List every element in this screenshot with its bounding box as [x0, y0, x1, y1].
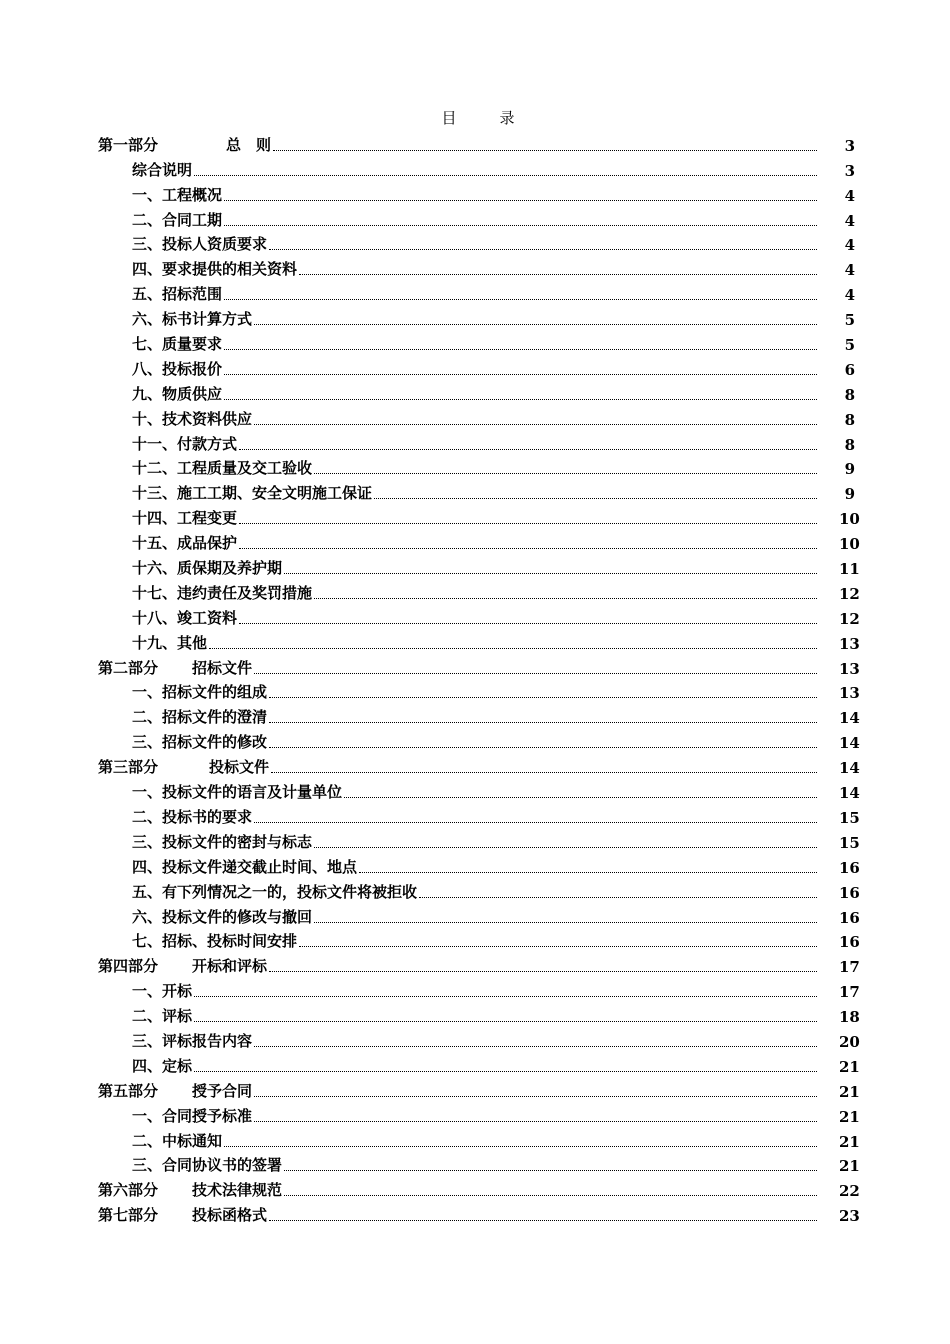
- toc-entry-label: 三、投标人资质要求: [132, 235, 268, 254]
- toc-entry: [98, 1151, 860, 1176]
- toc-entry: [98, 528, 860, 554]
- dot-leader: [254, 324, 817, 325]
- toc-page-number: 16: [839, 908, 860, 927]
- toc-entry: [98, 1200, 860, 1226]
- toc-part-number: 第六部分: [98, 1181, 159, 1200]
- toc-entry-label: 三、合同协议书的签署: [132, 1156, 283, 1175]
- toc-entry-label: 三、评标报告内容: [132, 1031, 253, 1050]
- toc-page-number: 4: [844, 236, 855, 255]
- dot-leader: [224, 299, 817, 300]
- toc-entry-label: 四、定标: [132, 1056, 193, 1075]
- toc-page-number: 21: [839, 1132, 860, 1151]
- dot-leader: [269, 722, 817, 723]
- toc-entry: [98, 1051, 860, 1076]
- toc-part-title: 投标函格式: [192, 1206, 268, 1225]
- toc-entry-label: 一、投标文件的语言及计量单位: [132, 783, 343, 802]
- toc-entry-label: 一、合同授予标准: [132, 1106, 253, 1125]
- toc-page-number: 16: [839, 883, 860, 902]
- toc-page-number: 14: [839, 784, 860, 803]
- toc-entry: [98, 877, 860, 902]
- toc-entry: [98, 678, 860, 703]
- toc-page-number: 11: [839, 560, 860, 579]
- toc-page-number: 10: [839, 510, 860, 529]
- toc-entry-label: 综合说明: [132, 160, 193, 179]
- dot-leader: [224, 200, 817, 201]
- dot-leader: [269, 1220, 817, 1221]
- toc-entry-label: [98, 134, 271, 155]
- toc-part-number: 第四部分: [98, 957, 159, 976]
- toc-entry-label: 三、招标文件的修改: [132, 733, 268, 752]
- toc-page-number: 8: [844, 410, 855, 429]
- toc-page-number: 14: [839, 734, 860, 753]
- toc-part-number: 第七部分: [98, 1206, 159, 1225]
- toc-entry-label: [98, 1204, 267, 1225]
- toc-entry-label: 四、投标文件递交截止时间、地点: [132, 857, 358, 876]
- toc-entry: [98, 230, 855, 255]
- toc-page-number: 15: [839, 808, 860, 827]
- dot-leader: [284, 1195, 817, 1196]
- toc-entry: [98, 429, 855, 454]
- toc-entry-label: 七、质量要求: [132, 335, 223, 354]
- toc-entry-label: 一、开标: [132, 982, 193, 1001]
- toc-entry: [98, 304, 855, 329]
- toc-page-number: 13: [839, 634, 860, 653]
- dot-leader: [284, 573, 817, 574]
- dot-leader: [224, 374, 817, 375]
- toc-page-number: 9: [844, 460, 855, 479]
- toc-entry: [98, 1001, 860, 1027]
- toc-page-number: 13: [839, 659, 860, 678]
- toc-entry: [98, 752, 860, 778]
- table-of-contents: [98, 130, 860, 1226]
- toc-part-number: 第三部分: [98, 758, 159, 777]
- toc-entry: [98, 180, 855, 205]
- toc-part-number: 第五部分: [98, 1081, 159, 1100]
- toc-entry: [98, 1026, 860, 1051]
- toc-page-number: 16: [839, 933, 860, 952]
- toc-entry: [98, 1101, 860, 1126]
- toc-entry: [98, 329, 855, 354]
- toc-entry: [98, 927, 860, 952]
- toc-entry: [98, 702, 860, 728]
- toc-entry-label: 三、投标文件的密封与标志: [132, 832, 313, 851]
- toc-entry: [98, 254, 855, 279]
- toc-entry-label: [98, 1179, 282, 1200]
- dot-leader: [271, 772, 817, 773]
- toc-entry: [98, 1175, 860, 1201]
- toc-part-title: 招标文件: [192, 658, 253, 677]
- toc-entry-label: 五、有下列情况之一的，投标文件将被拒收: [132, 882, 418, 901]
- toc-page-number: 20: [839, 1032, 860, 1051]
- toc-entry-label: 八、投标报价: [132, 359, 223, 378]
- toc-entry: [98, 902, 860, 927]
- dot-leader: [254, 424, 817, 425]
- toc-page-number: 8: [844, 435, 855, 454]
- toc-page-number: 6: [844, 360, 855, 379]
- toc-part-title: 技术法律规范: [192, 1181, 283, 1200]
- dot-leader: [239, 623, 817, 624]
- dot-leader: [239, 523, 817, 524]
- toc-entry-label: 十八、竣工资料: [132, 608, 238, 627]
- toc-entry: [98, 130, 855, 155]
- toc-entry-label: 六、标书计算方式: [132, 310, 253, 329]
- toc-entry: [98, 279, 855, 304]
- toc-entry: [98, 951, 860, 977]
- toc-entry-label: 一、工程概况: [132, 185, 223, 204]
- toc-page-number: 21: [839, 1057, 860, 1076]
- toc-entry: [98, 628, 860, 653]
- toc-entry-label: 二、评标: [132, 1007, 193, 1026]
- toc-page-number: 5: [844, 311, 855, 330]
- dot-leader: [269, 697, 817, 698]
- toc-entry-label: 十六、质保期及养护期: [132, 559, 283, 578]
- toc-page-number: 4: [844, 186, 855, 205]
- dot-leader: [314, 847, 817, 848]
- toc-page-number: 13: [839, 684, 860, 703]
- dot-leader: [269, 971, 817, 972]
- dot-leader: [299, 946, 817, 947]
- toc-entry: [98, 603, 860, 628]
- toc-part-title: 开标和评标: [192, 957, 268, 976]
- toc-entry-label: [98, 955, 267, 976]
- toc-entry: [98, 205, 855, 230]
- dot-leader: [224, 1146, 817, 1147]
- toc-entry: [98, 727, 860, 753]
- dot-leader: [194, 1071, 817, 1072]
- toc-entry-label: 十三、施工工期、安全文明施工保证: [132, 484, 373, 503]
- toc-page-number: 4: [844, 211, 855, 230]
- toc-page-number: 21: [839, 1082, 860, 1101]
- toc-page-number: 4: [844, 261, 855, 280]
- toc-entry: [98, 478, 855, 503]
- toc-entry: [98, 503, 860, 529]
- dot-leader: [254, 1121, 817, 1122]
- toc-entry-label: 十七、违约责任及奖罚措施: [132, 583, 313, 602]
- toc-page-number: 3: [844, 136, 855, 155]
- toc-entry: [98, 777, 860, 803]
- dot-leader: [314, 922, 817, 923]
- dot-leader: [224, 349, 817, 350]
- dot-leader: [284, 1170, 817, 1171]
- toc-entry-label: 十、技术资料供应: [132, 409, 253, 428]
- toc-page-number: 4: [844, 286, 855, 305]
- toc-page-number: 5: [844, 336, 855, 355]
- toc-entry-label: 四、要求提供的相关资料: [132, 260, 298, 279]
- toc-entry-label: 二、中标通知: [132, 1131, 223, 1150]
- toc-part-number: 第二部分: [98, 658, 159, 677]
- dot-leader: [254, 1046, 817, 1047]
- toc-entry: [98, 404, 855, 429]
- toc-entry-label: 十九、其他: [132, 633, 208, 652]
- toc-entry-label: 五、招标范围: [132, 285, 223, 304]
- toc-page-number: 22: [839, 1182, 860, 1201]
- dot-leader: [254, 1096, 817, 1097]
- dot-leader: [344, 797, 817, 798]
- toc-entry-label: [98, 1080, 252, 1101]
- toc-entry: [98, 155, 855, 180]
- toc-entry-label: [98, 756, 269, 777]
- toc-entry-label: 二、招标文件的澄清: [132, 708, 268, 727]
- dot-leader: [269, 249, 817, 250]
- dot-leader: [299, 274, 817, 275]
- toc-entry-label: 十二、工程质量及交工验收: [132, 459, 313, 478]
- dot-leader: [224, 225, 817, 226]
- dot-leader: [194, 1021, 817, 1022]
- dot-leader: [194, 175, 817, 176]
- toc-title: 目 录: [441, 109, 529, 127]
- toc-page-number: 17: [839, 983, 860, 1002]
- toc-entry-label: 六、投标文件的修改与撤回: [132, 907, 313, 926]
- toc-entry-label: 一、招标文件的组成: [132, 683, 268, 702]
- toc-page-number: 12: [839, 584, 860, 603]
- toc-entry-label: 二、投标书的要求: [132, 807, 253, 826]
- toc-entry: [98, 976, 860, 1002]
- toc-entry: [98, 653, 860, 678]
- dot-leader: [359, 872, 817, 873]
- toc-entry-label: 十五、成品保护: [132, 534, 238, 553]
- dot-leader: [314, 598, 817, 599]
- dot-leader: [209, 648, 817, 649]
- toc-page-number: 10: [839, 535, 860, 554]
- dot-leader: [269, 747, 817, 748]
- toc-entry-label: 九、物质供应: [132, 384, 223, 403]
- toc-entry: [98, 827, 860, 852]
- toc-entry: [98, 1076, 860, 1101]
- toc-page-number: 14: [839, 759, 860, 778]
- toc-page-number: 16: [839, 858, 860, 877]
- toc-entry: [98, 852, 860, 877]
- toc-entry: [98, 1126, 860, 1151]
- dot-leader: [239, 449, 817, 450]
- dot-leader: [374, 498, 817, 499]
- toc-page-number: 8: [844, 385, 855, 404]
- toc-entry-label: 十四、工程变更: [132, 509, 238, 528]
- toc-part-title: 总 则: [226, 135, 272, 154]
- toc-page-number: 3: [844, 161, 855, 180]
- toc-page-number: 15: [839, 833, 860, 852]
- dot-leader: [254, 822, 817, 823]
- toc-page-number: 12: [839, 609, 860, 628]
- toc-page-number: 21: [839, 1107, 860, 1126]
- dot-leader: [224, 399, 817, 400]
- toc-page-number: 14: [839, 709, 860, 728]
- toc-page-number: 23: [839, 1207, 860, 1226]
- toc-part-title: 投标文件: [209, 758, 270, 777]
- toc-entry-label: 七、招标、投标时间安排: [132, 932, 298, 951]
- dot-leader: [194, 996, 817, 997]
- toc-page-number: 21: [839, 1157, 860, 1176]
- toc-entry-label: [98, 657, 252, 678]
- toc-entry: [98, 578, 860, 603]
- toc-part-title: 授予合同: [192, 1081, 253, 1100]
- toc-entry-label: 二、合同工期: [132, 210, 223, 229]
- dot-leader: [314, 473, 817, 474]
- toc-entry: [98, 553, 860, 579]
- dot-leader: [273, 150, 817, 151]
- toc-entry: [98, 454, 855, 479]
- toc-page-number: 17: [839, 958, 860, 977]
- dot-leader: [419, 897, 817, 898]
- toc-part-number: 第一部分: [98, 135, 159, 154]
- dot-leader: [239, 548, 817, 549]
- toc-page-number: 9: [844, 485, 855, 504]
- toc-entry-label: 十一、付款方式: [132, 434, 238, 453]
- toc-entry: [98, 354, 855, 379]
- toc-entry: [98, 379, 855, 404]
- toc-page-number: 18: [839, 1008, 860, 1027]
- toc-entry: [98, 802, 860, 827]
- dot-leader: [254, 673, 817, 674]
